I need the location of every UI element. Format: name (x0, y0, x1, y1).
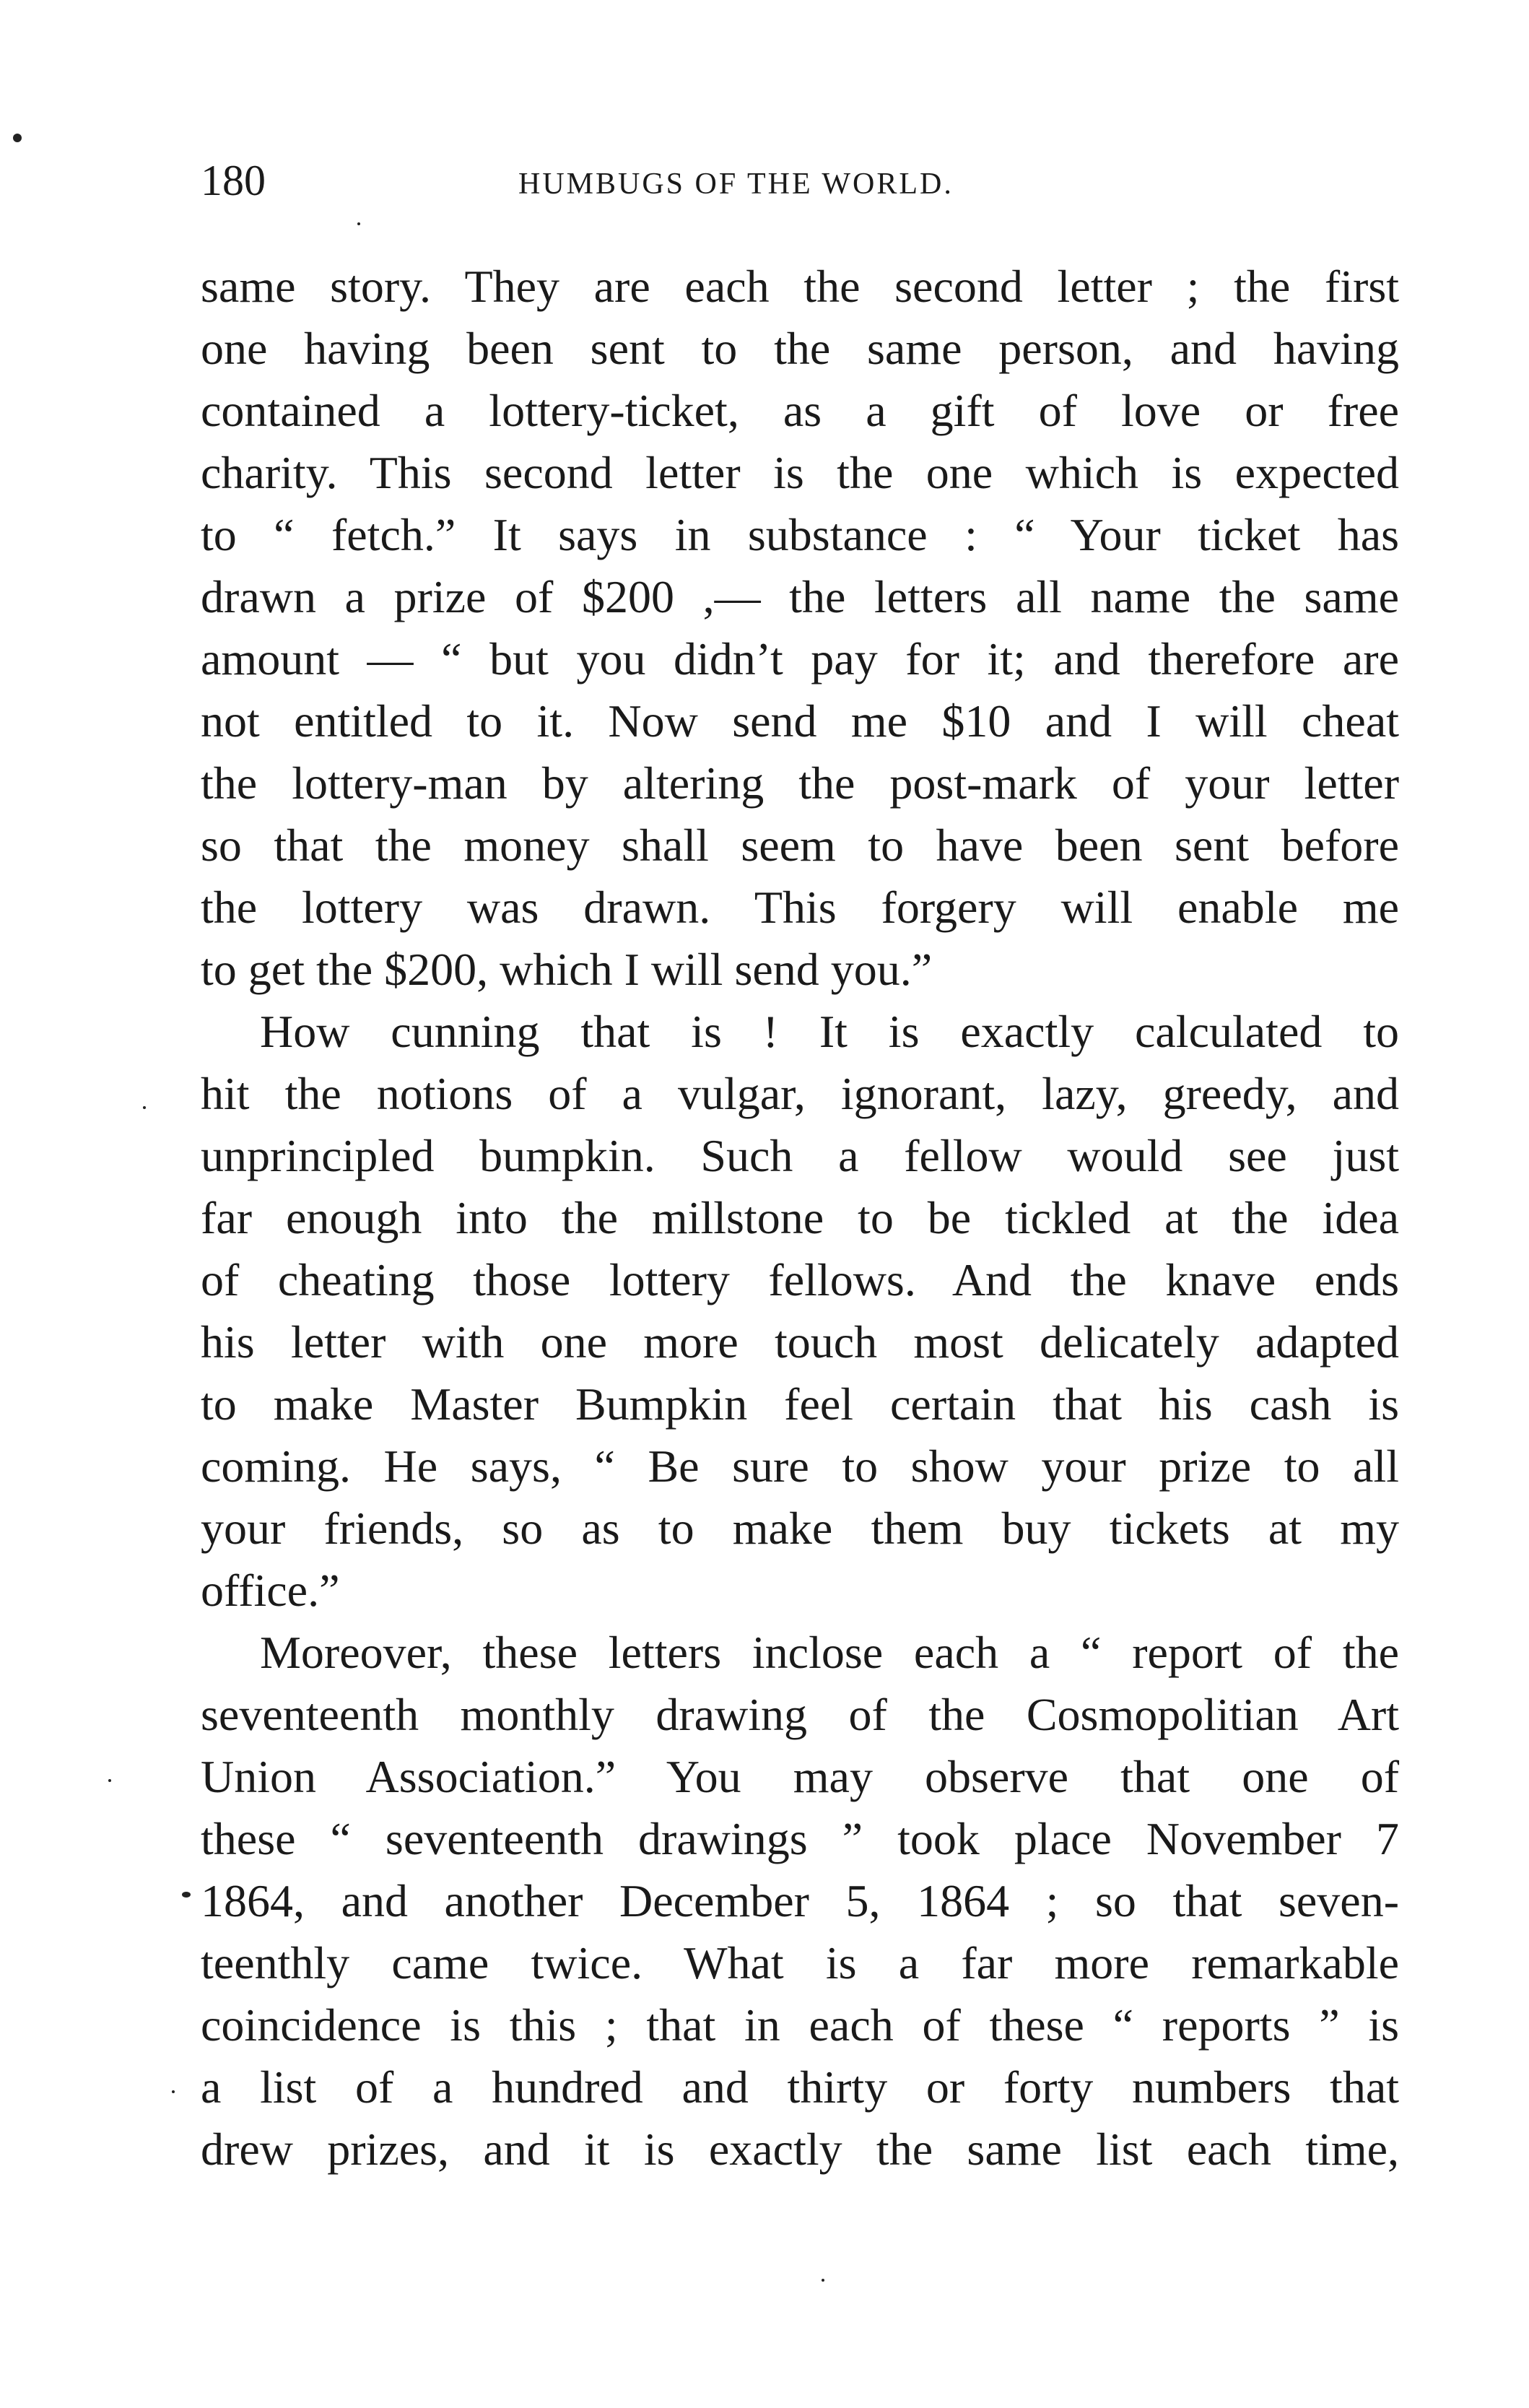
text-line: office.” (201, 1565, 340, 1616)
text-line: How cunning that is ! It is exactly calculated to (260, 1006, 1399, 1057)
scan-speck (357, 222, 360, 225)
text-line: unprincipled bumpkin. Such a fellow would see just (201, 1130, 1399, 1181)
page-header (201, 148, 1399, 213)
scan-speck (822, 2279, 824, 2282)
running-title: HUMBUGS OF THE WORLD. (518, 168, 954, 201)
text-line: Moreover, these letters inclose each a “ report of the (260, 1627, 1399, 1678)
text-line: of cheating those lottery fellows. And the knave ends (201, 1254, 1399, 1305)
scan-speck (182, 1892, 191, 1898)
text-line: so that the money shall seem to have been sent before (201, 820, 1399, 871)
text-line: teenthly came twice. What is a far more remarkable (201, 1937, 1399, 1988)
text-line: the lottery was drawn. This forgery will enable me (201, 882, 1399, 933)
scan-speck (108, 1779, 111, 1782)
text-line: not entitled to it. Now send me $10 and I will cheat (201, 695, 1399, 747)
text-line: a list of a hundred and thirty or forty numbers that (201, 2061, 1399, 2113)
text-line: Union Association.” You may observe that one of (201, 1751, 1399, 1802)
scan-speck (13, 134, 22, 142)
scan-speck (172, 2090, 175, 2093)
text-line: to “ fetch.” It says in substance : “ Your ticket has (201, 509, 1399, 560)
body-text (201, 256, 1399, 2181)
text-line: his letter with one more touch most delicately adapted (201, 1316, 1399, 1368)
page-number: 180 (201, 157, 266, 204)
text-line: 1864, and another December 5, 1864 ; so that seven- (201, 1875, 1399, 1926)
text-line: drew prizes, and it is exactly the same list each time, (201, 2124, 1399, 2175)
text-line: far enough into the millstone to be tickled at the idea (201, 1192, 1399, 1243)
text-line: same story. They are each the second letter ; the first (201, 261, 1399, 312)
text-line: seventeenth monthly drawing of the Cosmopolitian Art (201, 1689, 1399, 1740)
text-line: your friends, so as to make them buy tickets at my (201, 1503, 1399, 1554)
text-line: these “ seventeenth drawings ” took place November 7 (201, 1813, 1399, 1864)
text-line: to make Master Bumpkin feel certain that his cash is (201, 1378, 1399, 1430)
scan-speck (143, 1106, 146, 1109)
text-line: to get the $200, which I will send you.” (201, 944, 933, 995)
text-line: drawn a prize of $200 ,— the letters all name the same (201, 571, 1399, 622)
text-line: hit the notions of a vulgar, ignorant, lazy, greedy, and (201, 1068, 1399, 1119)
text-line: contained a lottery-ticket, as a gift of love or free (201, 385, 1399, 436)
text-line: one having been sent to the same person, and having (201, 323, 1399, 374)
text-line: coming. He says, “ Be sure to show your prize to all (201, 1440, 1399, 1492)
text-line: the lottery-man by altering the post-mark of your letter (201, 757, 1399, 809)
text-line: charity. This second letter is the one which is expected (201, 447, 1399, 498)
text-line: coincidence is this ; that in each of these “ reports ” is (201, 1999, 1399, 2051)
text-line: amount — “ but you didn’t pay for it; and therefore are (201, 633, 1399, 684)
